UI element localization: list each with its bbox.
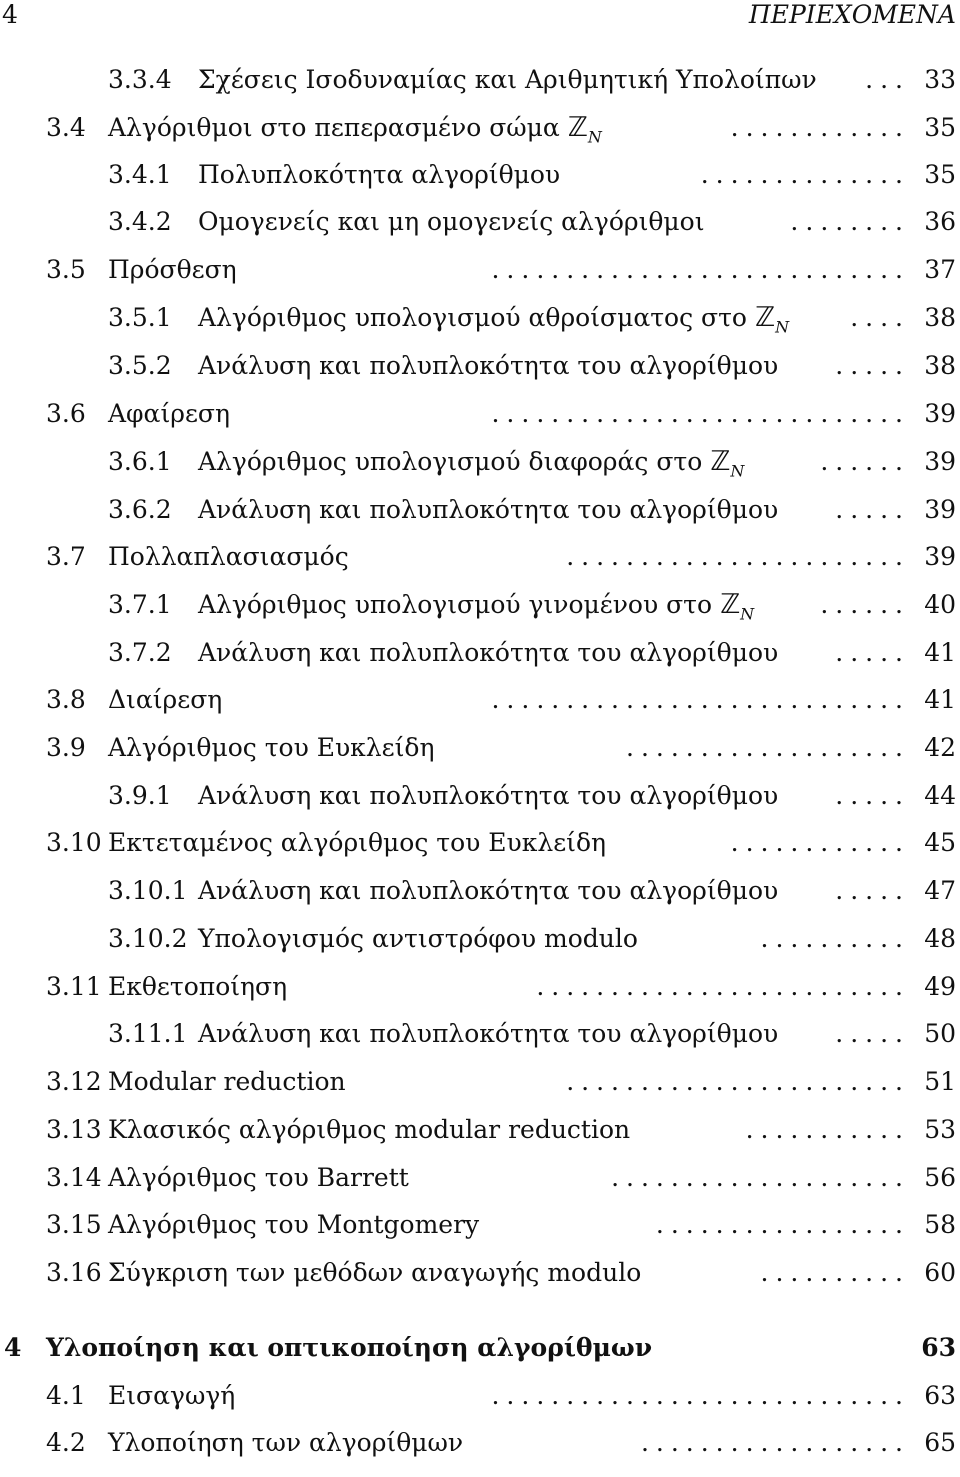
toc-title	[108, 1161, 409, 1195]
toc-entry[interactable]	[0, 636, 960, 670]
toc-title-text: Ομογενείς και μη ομογενείς αλγόριθμοι	[198, 207, 705, 236]
toc-dot-leader: .....	[835, 781, 910, 810]
toc-entry[interactable]	[0, 1256, 960, 1290]
double-struck-z-symbol: ℤ	[567, 112, 588, 143]
toc-entry[interactable]	[0, 349, 960, 383]
toc-dot-leader: ........	[790, 207, 910, 236]
toc-dot-leader: ......	[820, 590, 910, 619]
toc-entry[interactable]	[0, 588, 960, 622]
toc-entry[interactable]	[0, 301, 960, 335]
toc-entry[interactable]	[0, 1065, 960, 1099]
toc-title	[198, 779, 778, 813]
toc-title-text: Πολυπλοκότητα αλγορίθμου	[198, 160, 561, 189]
toc-section-number: 4.1	[46, 1381, 86, 1410]
toc-title	[108, 826, 606, 860]
toc-dot-leader: .................	[655, 1210, 910, 1239]
toc-title-text: Υλοποίηση των αλγορίθμων	[108, 1428, 464, 1457]
toc-section-number: 3.16	[46, 1258, 102, 1287]
toc-entry[interactable]	[0, 1208, 960, 1242]
toc-section-number: 3.4.2	[108, 207, 172, 236]
toc-title	[108, 111, 602, 154]
toc-entry[interactable]	[0, 1017, 960, 1051]
toc-section-number: 4	[4, 1333, 22, 1362]
toc-section-number: 3.7.2	[108, 638, 172, 667]
toc-entry[interactable]	[0, 540, 960, 574]
toc-title	[108, 683, 222, 717]
toc-section-number: 3.6.1	[108, 447, 172, 476]
toc-section-number: 3.7.1	[108, 590, 172, 619]
toc-title	[108, 1426, 463, 1460]
toc-page-number: 47	[924, 876, 956, 905]
toc-title	[108, 397, 230, 431]
toc-dot-leader: ...	[865, 65, 910, 94]
toc-section-number: 3.10.2	[108, 924, 188, 953]
double-struck-z-symbol: ℤ	[710, 446, 731, 477]
toc-title	[108, 1256, 641, 1290]
toc-entry[interactable]	[0, 779, 960, 813]
subscript-n: N	[775, 317, 790, 337]
integers-mod-n-symbol	[710, 445, 744, 488]
toc-title-text: Εκθετοποίηση	[108, 972, 288, 1001]
toc-title-text: Εισαγωγή	[108, 1381, 236, 1410]
toc-dot-leader: ............................	[491, 1381, 910, 1410]
toc-section-number: 3.5.1	[108, 303, 172, 332]
page-number: 4	[2, 0, 18, 29]
toc-dot-leader: ............................	[491, 255, 910, 284]
toc-entry[interactable]	[0, 111, 960, 145]
toc-dot-leader: .......................	[566, 542, 910, 571]
toc-title	[108, 1113, 630, 1147]
toc-page-number: 58	[924, 1210, 956, 1239]
toc-page-number: 41	[924, 685, 956, 714]
toc-page-number: 60	[924, 1258, 956, 1287]
toc-title	[198, 63, 817, 97]
toc-entry[interactable]	[0, 731, 960, 765]
toc-section-number: 3.6	[46, 399, 86, 428]
toc-entry[interactable]	[0, 493, 960, 527]
toc-title-text: Αλγόριθμος υπολογισμού γινομένου στο	[198, 590, 713, 619]
toc-title-text: Ανάλυση και πολυπλοκότητα του αλγορίθμου	[198, 876, 779, 905]
toc-dot-leader: .....	[835, 351, 910, 380]
toc-section-number: 3.4	[46, 113, 86, 142]
toc-entry[interactable]	[0, 970, 960, 1004]
toc-title	[198, 636, 778, 670]
toc-page-number: 39	[924, 542, 956, 571]
toc-title-text: Ανάλυση και πολυπλοκότητα του αλγορίθμου	[198, 781, 779, 810]
toc-page-number: 33	[924, 65, 956, 94]
toc-entry[interactable]	[0, 397, 960, 431]
toc-title-text: Ανάλυση και πολυπλοκότητα του αλγορίθμου	[198, 1019, 779, 1048]
toc-page-number: 39	[924, 447, 956, 476]
toc-title-text: Σύγκριση των μεθόδων αναγωγής modulo	[108, 1258, 642, 1287]
toc-title	[198, 158, 560, 192]
toc-page-number: 44	[924, 781, 956, 810]
toc-title	[198, 874, 778, 908]
toc-dot-leader: .......................	[566, 1067, 910, 1096]
toc-page-number: 40	[924, 590, 956, 619]
toc-title	[198, 205, 705, 239]
toc-dot-leader: .....	[835, 638, 910, 667]
integers-mod-n-symbol	[568, 111, 602, 154]
toc-page-number: 63	[924, 1381, 956, 1410]
toc-entry[interactable]	[0, 826, 960, 860]
toc-title	[108, 731, 434, 765]
toc-section-number: 3.9.1	[108, 781, 172, 810]
toc-page-number: 35	[924, 160, 956, 189]
integers-mod-n-symbol	[755, 301, 789, 344]
toc-section-number: 3.11.1	[108, 1019, 188, 1048]
toc-section-number: 3.8	[46, 685, 86, 714]
toc-title-text: Αφαίρεση	[108, 399, 230, 428]
toc-entry[interactable]	[0, 1161, 960, 1195]
toc-section-number: 3.10.1	[108, 876, 188, 905]
toc-page-number: 48	[924, 924, 956, 953]
toc-dot-leader: ..........	[760, 1258, 910, 1287]
page-header	[0, 0, 960, 34]
toc-page-number: 45	[924, 828, 956, 857]
toc-title-text: Κλασικός αλγόριθμος modular reduction	[108, 1115, 631, 1144]
toc-entry[interactable]	[0, 1379, 960, 1413]
toc-title	[108, 540, 349, 574]
toc-dot-leader: ..................	[640, 1428, 910, 1457]
toc-page-number: 41	[924, 638, 956, 667]
toc-entry[interactable]	[0, 1426, 960, 1460]
toc-title	[198, 922, 638, 956]
toc-dot-leader: ...................	[626, 733, 910, 762]
toc-page-number: 37	[924, 255, 956, 284]
toc-dot-leader: ..............	[700, 160, 910, 189]
toc-title-text: Σχέσεις Ισοδυναμίας και Αριθμητική Υπολοίπων	[198, 65, 817, 94]
toc-title-text: Ανάλυση και πολυπλοκότητα του αλγορίθμου	[198, 495, 779, 524]
running-title: ΠΕΡΙΕΧΟΜΕΝΑ	[748, 0, 956, 29]
toc-entry[interactable]	[0, 63, 960, 97]
toc-dot-leader: .....	[835, 1019, 910, 1048]
toc-title	[198, 493, 778, 527]
toc-dot-leader: ....................	[611, 1163, 910, 1192]
subscript-n: N	[740, 604, 755, 624]
toc-page-number: 38	[924, 303, 956, 332]
toc-title	[198, 1017, 778, 1051]
toc-entry[interactable]	[0, 922, 960, 956]
toc-chapter-entry[interactable]	[0, 1331, 960, 1365]
toc-title	[198, 301, 789, 344]
toc-section-number: 3.12	[46, 1067, 102, 1096]
toc-entry[interactable]	[0, 158, 960, 192]
toc-title-text: Εκτεταμένος αλγόριθμος του Ευκλείδη	[108, 828, 607, 857]
toc-dot-leader: ............................	[491, 685, 910, 714]
toc-title-text: Αλγόριθμος υπολογισμού διαφοράς στο	[198, 447, 703, 476]
toc-title-text: Modular reduction	[108, 1067, 346, 1096]
toc-page-number: 65	[924, 1428, 956, 1457]
toc-page-number: 51	[924, 1067, 956, 1096]
toc-entry[interactable]	[0, 253, 960, 287]
toc-dot-leader: .........................	[536, 972, 910, 1001]
toc-page-number: 39	[924, 495, 956, 524]
toc-page-number: 63	[921, 1333, 956, 1362]
toc-section-number: 3.15	[46, 1210, 102, 1239]
double-struck-z-symbol: ℤ	[754, 302, 776, 333]
toc-dot-leader: ............................	[491, 399, 910, 428]
toc-title-text: Πρόσθεση	[108, 255, 237, 284]
toc-title-text: Υλοποίηση και οπτικοποίηση αλγορίθμων	[46, 1333, 653, 1362]
toc-dot-leader: .....	[835, 876, 910, 905]
toc-entry[interactable]	[0, 683, 960, 717]
toc-section-number: 4.2	[46, 1428, 86, 1457]
toc-title-text: Αλγόριθμος του Barrett	[108, 1163, 409, 1192]
toc-section-number: 3.4.1	[108, 160, 172, 189]
toc-section-number: 3.7	[46, 542, 86, 571]
toc-page-number: 39	[924, 399, 956, 428]
toc-title-text: Αλγόριθμος του Montgomery	[108, 1210, 480, 1239]
toc-page-number: 36	[924, 207, 956, 236]
toc-section-number: 3.3.4	[108, 65, 172, 94]
toc-title-text: Υπολογισμός αντιστρόφου modulo	[198, 924, 638, 953]
toc-entry[interactable]	[0, 1113, 960, 1147]
toc-title	[108, 970, 287, 1004]
subscript-n: N	[730, 461, 745, 481]
toc-title-text: Ανάλυση και πολυπλοκότητα του αλγορίθμου	[198, 351, 779, 380]
toc-title	[108, 1208, 479, 1242]
toc-section-number: 3.5.2	[108, 351, 172, 380]
toc-page-number: 42	[924, 733, 956, 762]
toc-title	[46, 1331, 652, 1365]
toc-title	[108, 1379, 235, 1413]
toc-dot-leader: ...........	[745, 1115, 910, 1144]
toc-section-number: 3.6.2	[108, 495, 172, 524]
toc-title-text: Αλγόριθμος του Ευκλείδη	[108, 733, 435, 762]
toc-dot-leader: ............	[730, 113, 910, 142]
toc-section-number: 3.10	[46, 828, 102, 857]
toc-dot-leader: ......	[820, 447, 910, 476]
toc-section-number: 3.5	[46, 255, 86, 284]
toc-title	[198, 588, 754, 631]
toc-entry[interactable]	[0, 874, 960, 908]
toc-page-number: 49	[924, 972, 956, 1001]
integers-mod-n-symbol	[720, 588, 754, 631]
toc-dot-leader: ............	[730, 828, 910, 857]
toc-dot-leader: ..........	[760, 924, 910, 953]
toc-title-text: Διαίρεση	[108, 685, 223, 714]
toc-title-text: Αλγόριθμοι στο πεπερασμένο σώμα	[108, 113, 560, 142]
toc-title	[198, 445, 744, 488]
toc-section-number: 3.13	[46, 1115, 102, 1144]
toc-title	[108, 1065, 346, 1099]
toc-dot-leader: ....	[850, 303, 910, 332]
toc-dot-leader: .....	[835, 495, 910, 524]
toc-title	[198, 349, 778, 383]
toc-page-number: 35	[924, 113, 956, 142]
toc-entry[interactable]	[0, 445, 960, 479]
subscript-n: N	[587, 127, 602, 147]
toc-page-number: 38	[924, 351, 956, 380]
toc-section-number: 3.11	[46, 972, 102, 1001]
double-struck-z-symbol: ℤ	[720, 589, 741, 620]
toc-section-number: 3.9	[46, 733, 86, 762]
toc-entry[interactable]	[0, 205, 960, 239]
toc-title-text: Πολλαπλασιασμός	[108, 542, 349, 571]
toc-title	[108, 253, 237, 287]
toc-page-number: 53	[924, 1115, 956, 1144]
toc-title-text: Αλγόριθμος υπολογισμού αθροίσματος στο	[198, 303, 747, 332]
toc-section-number: 3.14	[46, 1163, 102, 1192]
toc-title-text: Ανάλυση και πολυπλοκότητα του αλγορίθμου	[198, 638, 779, 667]
toc-page-number: 56	[924, 1163, 956, 1192]
toc-page-number: 50	[924, 1019, 956, 1048]
